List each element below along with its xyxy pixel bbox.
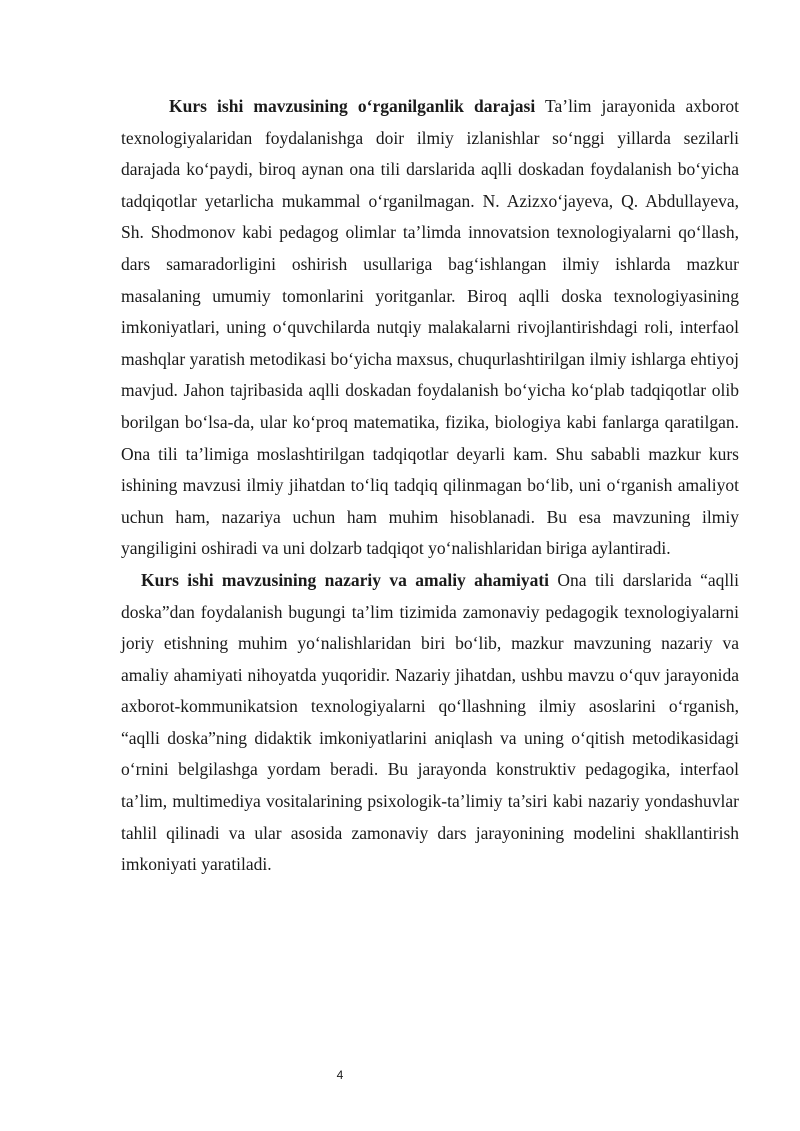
paragraph-body: Ona tili darslarida “aqlli doska”dan foydalanish bugungi ta’lim tizimida zamonaviy pedagogik texnologiyalarni joriy etishning muhim yo‘nalishlaridan biri bo‘lib, mazkur mavzuning nazariy va amaliy ahamiyati nihoyatda yuqoridir. Nazariy jihatdan, ushbu mavzu o‘quv jarayonida axborot-kommunikatsion texnologiyalarni qo‘llashning ilmiy asoslarini o‘rganish, “aqlli doska”ning didaktik imkoniyatlarini aniqlash va uning o‘qitish metodikasidagi o‘rnini belgilashga yordam beradi. Bu jarayonda konstruktiv pedagogika, interfaol ta’lim, multimediya vositalarining psixologik-ta’limiy ta’siri kabi nazariy yondashuvlar tahlil qilinadi va ular asosida zamonaviy dars jarayonining modelini shakllantirish imkoniyati yaratiladi.	[121, 569, 740, 875]
paragraph-body: Ta’lim jarayonida axborot texnologiyalaridan foydalanishga doir ilmiy izlanishlar so‘nggi yillarda sezilarli darajada ko‘paydi, biroq aynan ona tili darslarida aqlli doskadan foydalanish bo‘yicha tadqiqotlar yetarlicha mukammal o‘rganilmagan. N. Azizxo‘jayeva, Q. Abdullayeva, Sh. Shodmonov kabi pedagog olimlar ta’limda innovatsion texnologiyalarni qo‘llash, dars samaradorligini oshirish usullariga bag‘ishlangan ilmiy ishlarda mazkur masalaning umumiy tomonlarini yoritganlar. Biroq aqlli doska texnologiyasining imkoniyatlari, uning o‘quvchilarda nutqiy malakalarni rivojlantirishdagi roli, interfaol mashqlar yaratish metodikasi bo‘yicha maxsus, chuqurlashtirilgan ilmiy ishlarga ehtiyoj mavjud. Jahon tajribasida aqlli doskadan foydalanish bo‘yicha ko‘plab tadqiqotlar olib borilgan bo‘lsa-da, ular ko‘proq matematika, fizika, biologiya kabi fanlarga qaratilgan. Ona tili ta’limiga moslashtirilgan tadqiqotlar deyarli kam. Shu sababli mazkur kurs ishining mavzusi ilmiy jihatdan to‘liq tadqiq qilinmagan bo‘lib, uni o‘rganish amaliyot uchun ham, nazariya uchun ham muhim hisoblanadi. Bu esa mavzuning ilmiy yangiligini oshiradi va uni dolzarb tadqiqot yo‘nalishlaridan biriga aylantiradi.	[121, 96, 739, 559]
paragraph-heading: Kurs ishi mavzusining nazariy va amaliy ahamiyati	[141, 569, 550, 590]
paragraph-significance	[121, 565, 739, 881]
body-text	[121, 91, 739, 881]
paragraph-heading: Kurs ishi mavzusining o‘rganilganlik darajasi	[169, 96, 536, 116]
page-number: 4	[336, 1068, 344, 1082]
paragraph-study-degree	[121, 91, 739, 565]
